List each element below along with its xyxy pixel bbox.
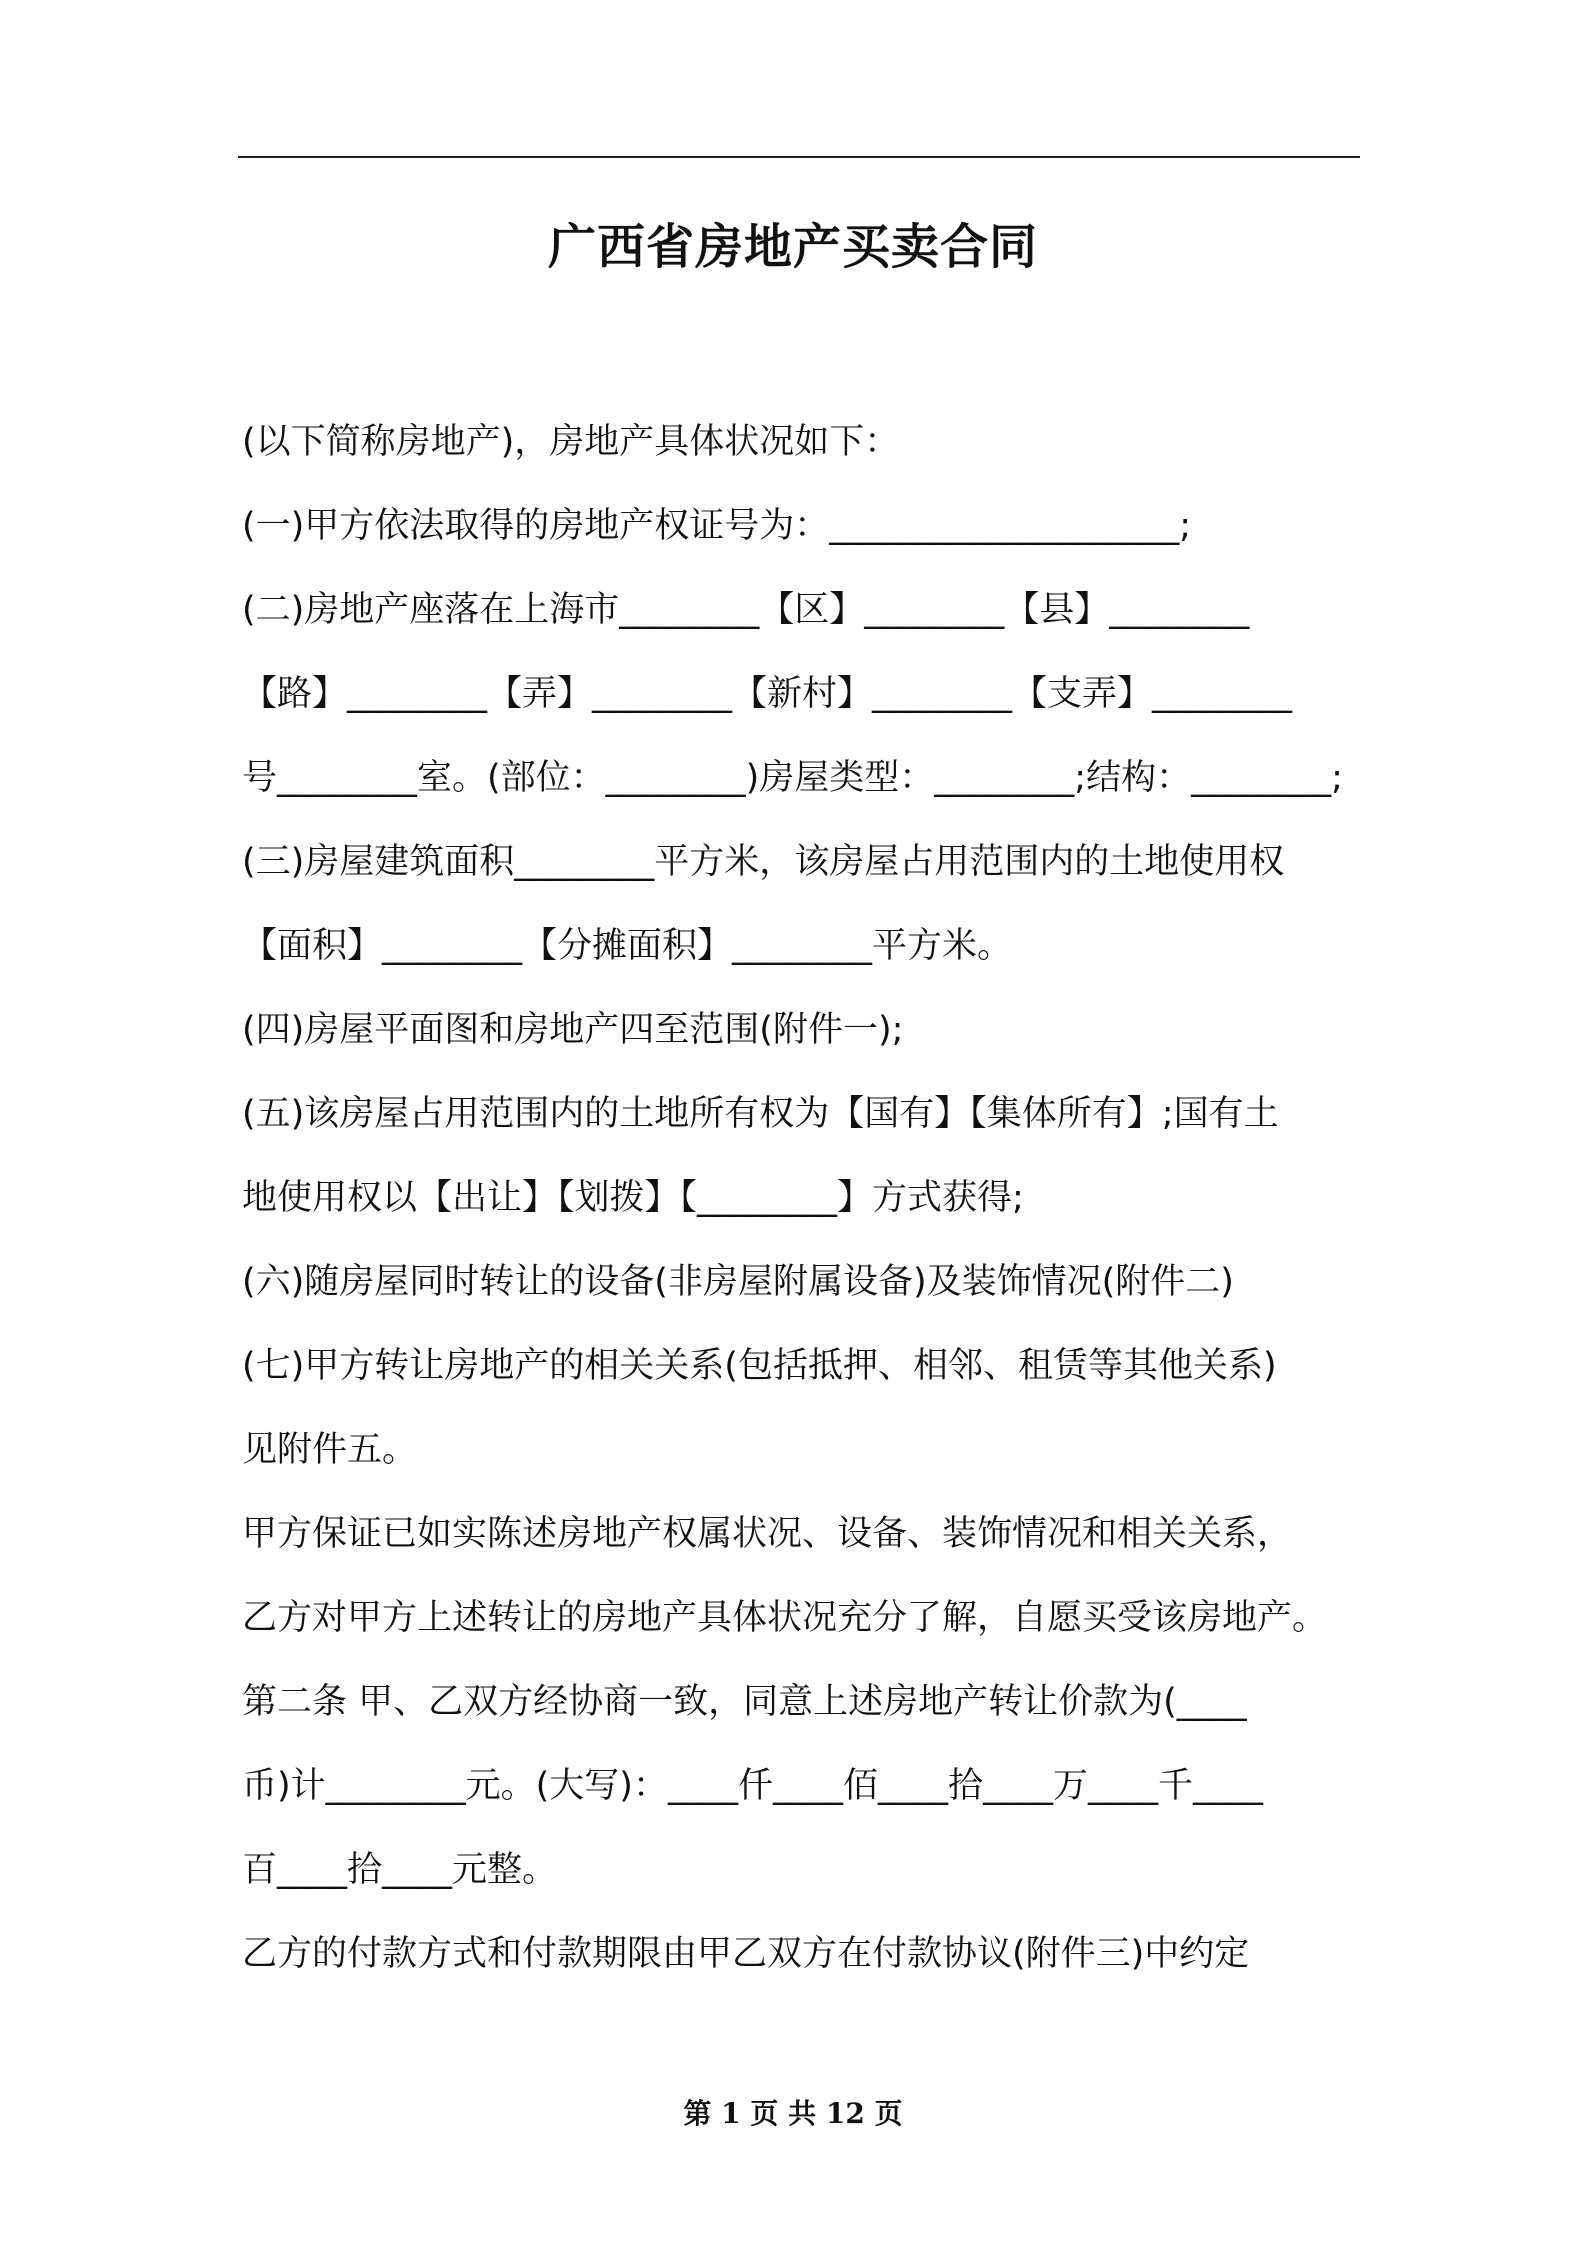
page-number-footer: 第 1 页 共 12 页 — [683, 2097, 903, 2130]
paragraph-line: (一)甲方依法取得的房地产权证号为：____________________; — [242, 506, 1192, 546]
header-rule — [238, 156, 1360, 158]
paragraph-line: (七)甲方转让房地产的相关关系(包括抵押、相邻、租赁等其他关系) — [242, 1346, 1277, 1386]
paragraph-line: 见附件五。 — [242, 1430, 418, 1470]
paragraph-line: 号________室。(部位：________)房屋类型：________;结构：________; — [242, 758, 1343, 798]
paragraph-line: (四)房屋平面图和房地产四至范围(附件一); — [242, 1010, 904, 1050]
paragraph-line: 地使用权以【出让】【划拨】【________】方式获得; — [242, 1178, 1024, 1218]
paragraph-line: 乙方的付款方式和付款期限由甲乙双方在付款协议(附件三)中约定 — [242, 1934, 1250, 1974]
paragraph-line: (二)房地产座落在上海市________【区】________【县】________ — [242, 590, 1250, 630]
paragraph-line: 【面积】________【分摊面积】________平方米。 — [242, 926, 1013, 966]
paragraph-line: (六)随房屋同时转让的设备(非房屋附属设备)及装饰情况(附件二) — [242, 1262, 1234, 1302]
paragraph-line: (以下简称房地产)，房地产具体状况如下： — [242, 422, 900, 462]
paragraph-line: 【路】________【弄】________【新村】________【支弄】________ — [242, 674, 1293, 714]
paragraph-line: 甲方保证已如实陈述房地产权属状况、设备、装饰情况和相关关系， — [242, 1514, 1293, 1554]
paragraph-line: 百____拾____元整。 — [242, 1850, 558, 1890]
paragraph-line: (五)该房屋占用范围内的土地所有权为【国有】【集体所有】;国有土 — [242, 1094, 1279, 1134]
paragraph-line: 第二条 甲、乙双方经协商一致，同意上述房地产转让价款为(____ — [242, 1682, 1247, 1722]
paragraph-line: 币)计________元。(大写)：____仟____佰____拾____万____千____ — [242, 1766, 1263, 1806]
document-title: 广西省房地产买卖合同 — [547, 219, 1038, 275]
paragraph-line: (三)房屋建筑面积________平方米，该房屋占用范围内的土地使用权 — [242, 842, 1285, 882]
paragraph-line: 乙方对甲方上述转让的房地产具体状况充分了解，自愿买受该房地产。 — [242, 1598, 1328, 1638]
document-body — [242, 400, 1372, 1996]
